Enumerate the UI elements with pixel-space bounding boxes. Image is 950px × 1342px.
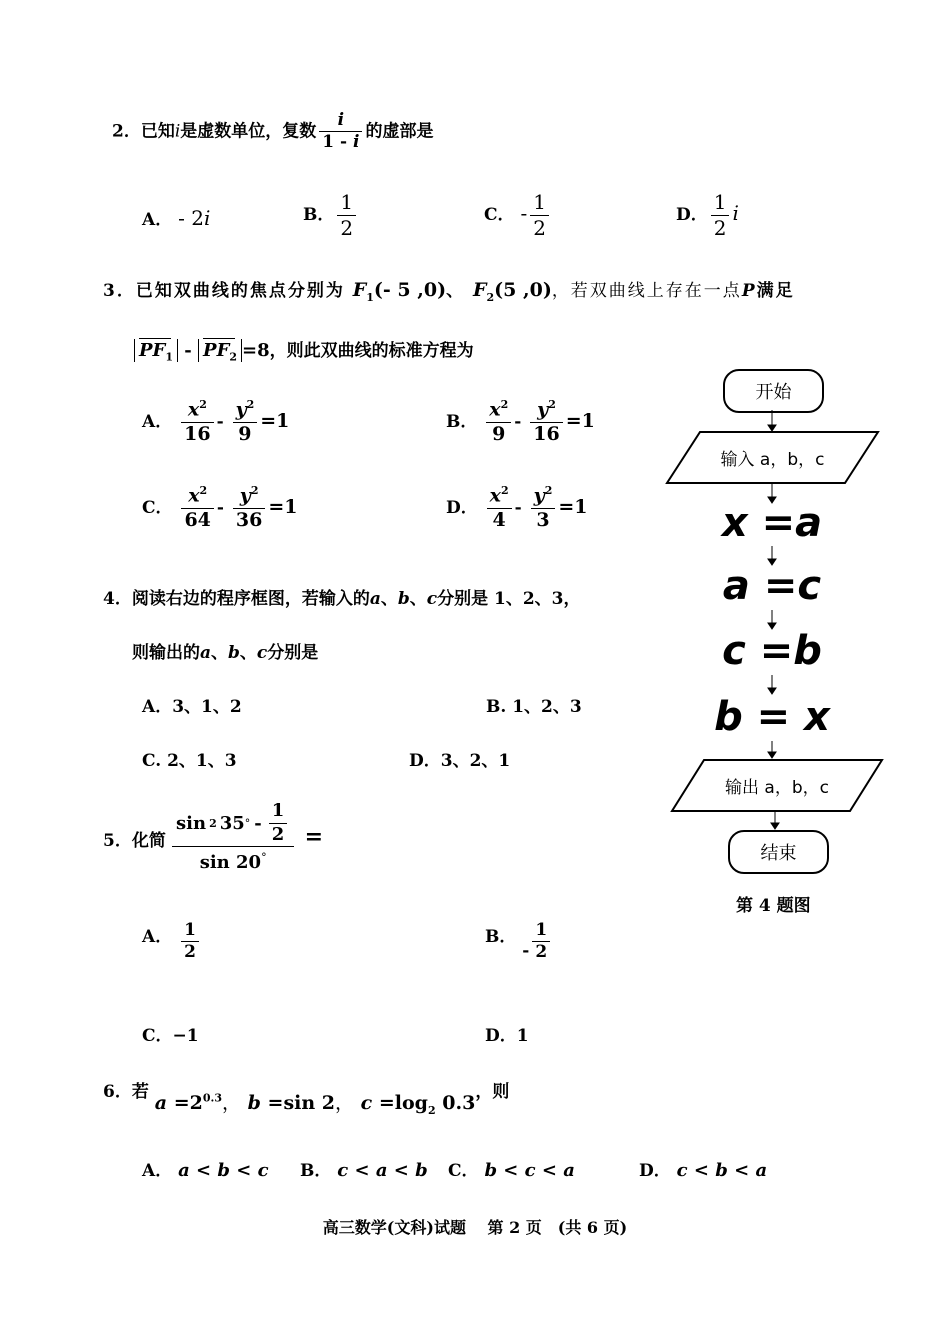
question-4-stem-line2: 则输出的a、b、c分别是	[132, 643, 319, 663]
q3-option-a: A． $\frac{x^2}{16}$ - $\frac{y^2}{9}$ =1	[142, 398, 290, 446]
flow-end: 结束	[728, 830, 829, 874]
q6-option-d: D． c < b < a	[639, 1160, 768, 1181]
question-6-stem: 6．若 $a =2^{0.3}$， b =sin 2， $c =\log_2$ 0.3，则	[103, 1082, 510, 1117]
q4-option-b: B. 1、2、3	[486, 697, 582, 717]
q2-option-c: C． - $\frac{1}{2}$	[484, 190, 552, 241]
figure-caption: 第 4 题图	[736, 896, 811, 916]
question-4-stem: 4．阅读右边的程序框图，若输入的a、b、c分别是 1、2、3，	[103, 589, 581, 609]
flow-step-4: b = x	[714, 694, 830, 740]
q6-option-a: A． a < b < c	[142, 1160, 269, 1181]
flow-start: 开始	[723, 369, 824, 413]
flow-step-2: a =c	[722, 563, 822, 609]
question-3-stem: 3．已知双曲线的焦点分别为 $F_1(-$ 5 ,0)、 $F_2(5$ ,0)，若双曲线上存在一点P满足	[103, 279, 795, 304]
q5-option-a: A． $\frac{1}{2}$	[142, 922, 202, 964]
q2-option-b: B． $\frac{1}{2}$	[303, 190, 359, 241]
q3-option-b: B． $\frac{x^2}{9}$ - $\frac{y^2}{16}$ =1	[446, 398, 595, 446]
q4-option-c: C. 2、1、3	[142, 751, 237, 771]
q6-option-b: B． c < a < b	[300, 1160, 428, 1181]
flow-step-1: x =a	[721, 500, 823, 546]
q4-option-a: A．3、1、2	[142, 697, 242, 717]
flow-input: 输入 a，b，c	[720, 450, 825, 470]
q5-option-d: D．1	[485, 1026, 529, 1046]
q3-option-c: C． $\frac{x^2}{64}$ - $\frac{y^2}{36}$ =1	[142, 484, 298, 532]
q5-option-b: B． - $\frac{1}{2}$	[485, 922, 553, 964]
q5-option-c: C．−1	[142, 1026, 199, 1046]
q2-fraction: $\frac{i}{1 - i}$	[319, 110, 362, 154]
question-3-condition: $PF_1$ - $PF_2 =8$，则此双曲线的标准方程为	[134, 336, 474, 364]
q5-expression: sin 2 35 ° - 1 2 sin 20° =	[172, 800, 323, 873]
q2-option-d: D． $\frac{1}{2}$ i	[676, 190, 739, 240]
q2-option-a: A． - 2i	[142, 206, 211, 230]
q6-option-c: C． b < c < a	[448, 1160, 575, 1181]
flow-step-3: c =b	[722, 628, 822, 674]
question-5-label: 5．化简	[103, 831, 166, 851]
q3-option-d: D． $\frac{x^2}{4}$ - $\frac{y^2}{3}$ =1	[446, 484, 588, 532]
q4-option-d: D．3、2、1	[409, 751, 511, 771]
flow-output: 输出 a，b，c	[725, 778, 829, 798]
question-2-stem: 2．已知i是虚数单位，复数 $\frac{i}{1 - i}$ 的虚部是	[112, 110, 434, 153]
page-footer: 高三数学(文科)试题 第 2 页 (共 6 页)	[322, 1218, 628, 1237]
